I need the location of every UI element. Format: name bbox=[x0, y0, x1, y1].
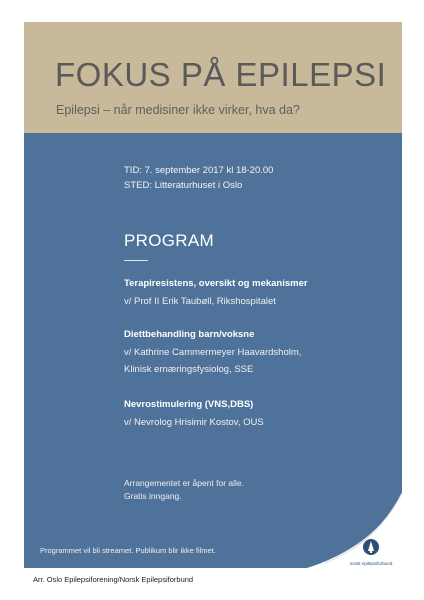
program-item-2-role: Klinisk ernæringsfysiolog, SSE bbox=[124, 364, 254, 375]
open-for-all-note: Arrangementet er åpent for alle. bbox=[124, 478, 245, 488]
program-item-2-title: Diettbehandling barn/voksne bbox=[124, 329, 255, 340]
organizer-footer: Arr. Oslo Epilepsiforening/Norsk Epilepsiforbund bbox=[33, 575, 194, 584]
poster-subtitle: Epilepsi – når medisiner ikke virker, hva da? bbox=[56, 103, 300, 117]
program-item-1-speaker: v/ Prof II Erik Taubøll, Rikshospitalet bbox=[124, 296, 276, 307]
program-item-1-title: Terapiresistens, oversikt og mekanismer bbox=[124, 278, 308, 289]
association-logo bbox=[349, 538, 393, 566]
epilepsy-association-logo-icon bbox=[363, 538, 379, 556]
program-heading: PROGRAM bbox=[124, 231, 214, 250]
logo-label: norsk epilepsiforbund bbox=[349, 561, 393, 566]
program-divider bbox=[124, 260, 148, 261]
poster-title: FOKUS PÅ EPILEPSI bbox=[55, 56, 387, 93]
poster bbox=[24, 22, 402, 568]
program-item-3-speaker: v/ Nevrolog Hrisimir Kostov, OUS bbox=[124, 417, 264, 428]
free-entry-note: Gratis inngang. bbox=[124, 491, 182, 501]
stream-note: Programmet vil bli streamet. Publikum blir ikke filmet. bbox=[40, 546, 216, 555]
program-item-2-speaker: v/ Kathrine Cammermeyer Haavardsholm, bbox=[124, 347, 302, 358]
event-time: TID: 7. september 2017 kl 18-20.00 bbox=[124, 165, 274, 176]
poster-header bbox=[24, 22, 402, 133]
program-item-3-title: Nevrostimulering (VNS,DBS) bbox=[124, 399, 254, 410]
event-place: STED: Litteraturhuset i Oslo bbox=[124, 180, 243, 191]
